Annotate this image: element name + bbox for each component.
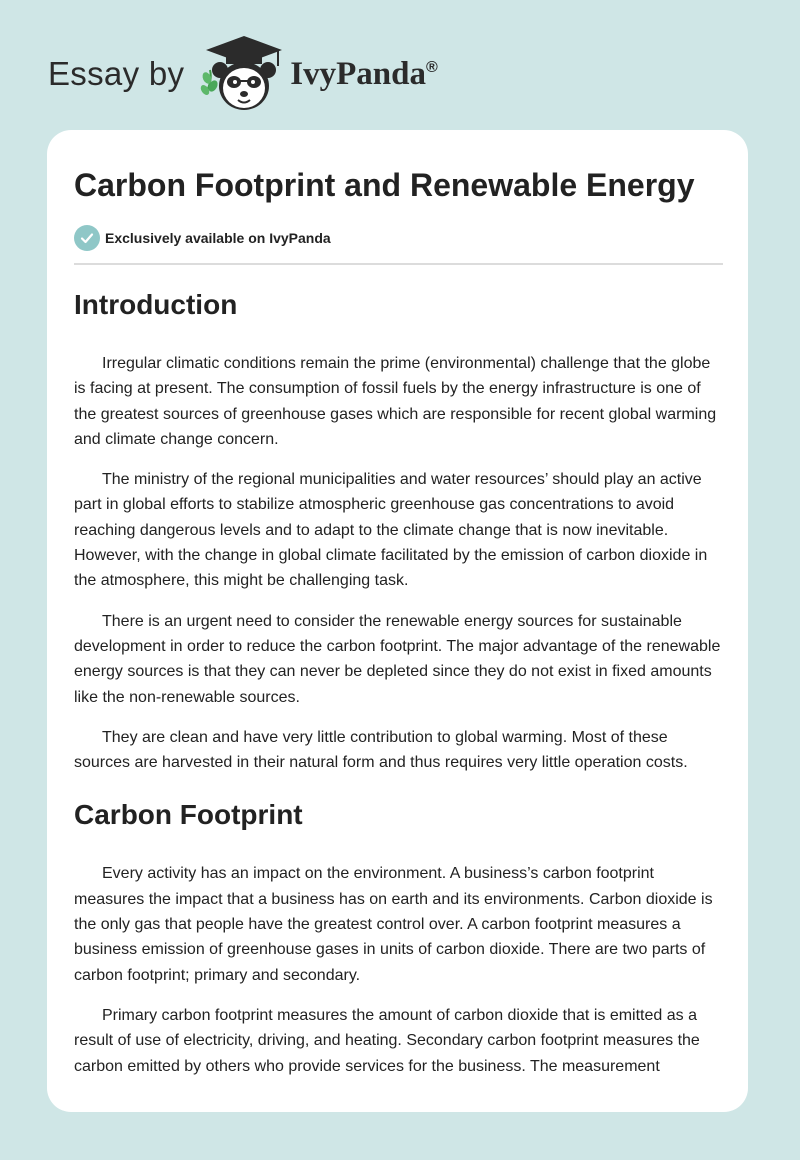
registered-mark: ® — [426, 58, 438, 76]
site-header — [48, 34, 438, 114]
section-introduction — [74, 287, 723, 775]
section-heading: Carbon Footprint — [74, 799, 303, 831]
essay-by-label: Essay by — [48, 55, 185, 92]
exclusive-badge — [74, 224, 723, 252]
check-icon — [74, 225, 100, 251]
essay-content — [74, 166, 723, 1079]
paragraph: The ministry of the regional municipalities and water resources’ should play an active part in global efforts to stabilize atmospheric greenhouse gas concentrations to avoid reaching dangerous levels and to adapt to the climate change that is now inevitable. However, with the change in global climate facilitated by the emission of carbon dioxide in the atmosphere, this might be challenging task. — [74, 471, 708, 590]
panda-logo-icon[interactable] — [198, 34, 286, 114]
essay-title: Carbon Footprint and Renewable Energy — [74, 167, 695, 203]
badge-label: Exclusively available on IvyPanda — [105, 230, 331, 246]
paragraph: There is an urgent need to consider the renewable energy sources for sustainable development in order to reduce the carbon footprint. The major advantage of the renewable energy sources is that they can never be depleted since they do not exist in fixed amounts like the non-renewable sources. — [74, 612, 721, 706]
section-heading: Introduction — [74, 289, 238, 320]
brand-label: IvyPanda — [290, 55, 427, 92]
paragraph: Irregular climatic conditions remain the prime (environmental) challenge that the globe is facing at present. The consumption of fossil fuels by the energy infrastructure is one of the greatest sources of greenhouse gases which are responsible for recent global warming and climate change concern. — [74, 355, 717, 448]
essay-card — [47, 130, 748, 1112]
paragraph: Primary carbon footprint measures the amount of carbon dioxide that is emitted as a result of use of electricity, driving, and heating. Secondary carbon footprint measures the carbon emitted by others who provide services for the business. The measurement — [74, 1006, 700, 1075]
paragraph: Every activity has an impact on the environment. A business’s carbon footprint measures the impact that a business has on earth and its environments. Carbon dioxide is the only gas that people have the greatest control over. A carbon footprint measures a business emission of greenhouse gases in units of carbon dioxide. There are two parts of carbon footprint; primary and secondary. — [74, 865, 713, 984]
paragraph: They are clean and have very little contribution to global warming. Most of these sources are harvested in their natural form and thus requires very little operation costs. — [74, 728, 688, 772]
title-divider — [74, 263, 723, 265]
brand-name[interactable] — [290, 56, 438, 93]
section-carbon-footprint — [74, 797, 723, 1078]
